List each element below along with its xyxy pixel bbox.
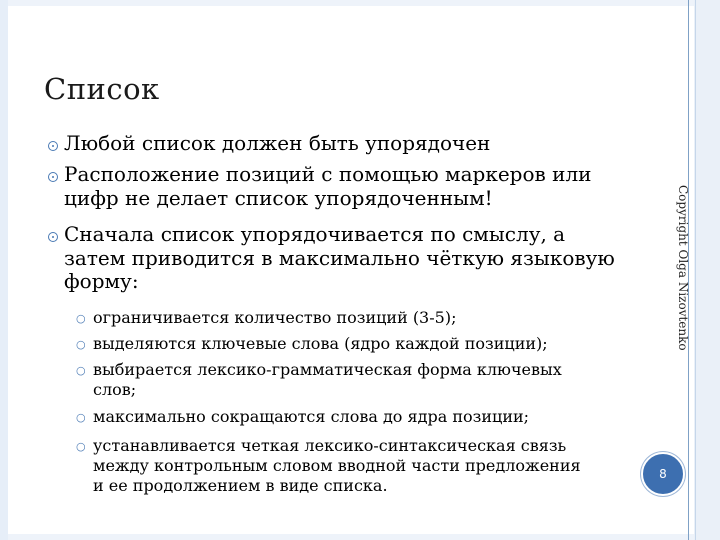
subbullet-line: максимально сокращаются слова до ядра позиции;	[93, 407, 530, 426]
subbullet-item	[93, 308, 623, 328]
frame-top	[0, 0, 720, 6]
bullet-item	[64, 223, 624, 294]
subbullet-marker-icon: ○	[76, 312, 86, 325]
slide-title: Список	[44, 72, 160, 106]
bullet-line: форму:	[64, 269, 139, 293]
bullet-line: Расположение позиций с помощью маркеров или	[64, 162, 592, 186]
bullet-marker-icon	[48, 141, 58, 151]
subbullet-marker-icon: ○	[76, 364, 86, 377]
frame-right	[694, 0, 720, 540]
subbullet-marker-icon: ○	[76, 338, 86, 351]
subbullet-line: между контрольным словом вводной части предложения	[93, 456, 581, 475]
copyright-text: Copyright Olga Nizovtenko	[676, 185, 690, 351]
subbullet-line: выделяются ключевые слова (ядро каждой позиции);	[93, 334, 548, 353]
bullet-line: Любой список должен быть упорядочен	[64, 131, 491, 155]
subbullet-item	[93, 360, 623, 400]
subbullet-line: устанавливается четкая лексико-синтаксическая связь	[93, 436, 567, 455]
subbullet-item	[93, 407, 623, 427]
frame-bottom	[0, 534, 720, 540]
page-number-badge: 8	[641, 452, 685, 496]
bullet-line: цифр не делает список упорядоченным!	[64, 185, 493, 210]
subbullet-item	[93, 436, 623, 496]
bullet-marker-icon	[48, 232, 58, 242]
bullet-item	[64, 163, 624, 210]
bullet-item	[64, 132, 624, 156]
subbullet-marker-icon: ○	[76, 440, 86, 453]
right-divider-line-light	[695, 0, 696, 540]
subbullet-marker-icon: ○	[76, 411, 86, 424]
subbullet-line: и ее продолжением в виде списка.	[93, 476, 388, 495]
subbullet-line: ограничивается количество позиций (3-5);	[93, 308, 457, 327]
bullet-marker-icon	[48, 172, 58, 182]
bullet-line: Сначала список упорядочивается по смыслу, а	[64, 222, 566, 246]
frame-left	[0, 0, 8, 540]
subbullet-item	[93, 334, 623, 354]
subbullet-line: слов;	[93, 380, 137, 399]
subbullet-line: выбирается лексико-грамматическая форма ключевых	[93, 360, 562, 379]
bullet-line: затем приводится в максимально чёткую языковую	[64, 245, 615, 270]
